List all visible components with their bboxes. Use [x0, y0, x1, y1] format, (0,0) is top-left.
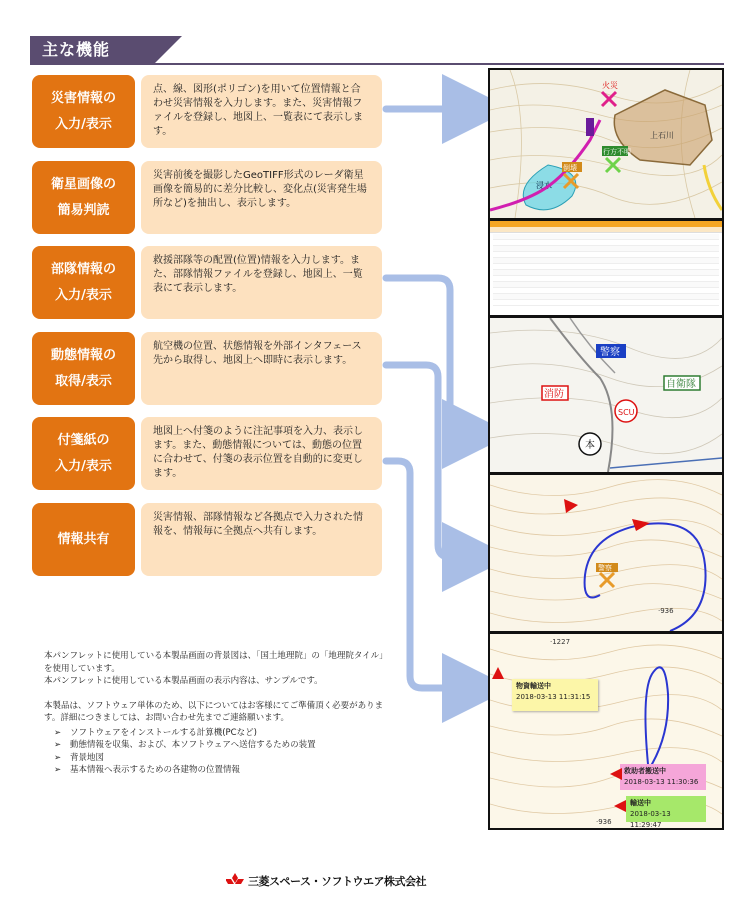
missing-label: 行方不明 [603, 148, 631, 156]
notes-line-3: 本製品は、ソフトウェア単体のため、以下についてはお客様にてご準備頂く必要があります。詳細につきましては、お問い合わせ先までご連絡願います。 [44, 700, 384, 723]
elevation-bottom-label: ·936 [596, 818, 612, 826]
sticky-note-title: 輸送中 [630, 799, 651, 807]
requirement-item: ➢ 基本情報へ表示するための各建物の位置情報 [44, 764, 394, 777]
sticky-note[interactable] [620, 764, 706, 790]
feature-desc-share: 災害情報、部隊情報など各拠点で入力された情報を、情報毎に全拠点へ共有します。 [141, 503, 382, 576]
feature-label-sticky: 付箋紙の 入力/表示 [32, 417, 135, 490]
table-row[interactable] [493, 300, 719, 306]
sticky-note-time: 2018-03-13 11:31:15 [516, 693, 591, 701]
notes-section [44, 650, 394, 777]
aircraft-icon [564, 499, 578, 513]
disaster-map-screenshot [490, 70, 722, 218]
sticky-map-screenshot [490, 634, 722, 828]
flood-label: 浸水 [536, 181, 552, 190]
sticky-note-title: 救助者搬送中 [624, 767, 666, 775]
company-footer [226, 871, 426, 891]
fire-label: 火災 [602, 81, 618, 90]
aircraft-icon [632, 519, 650, 531]
screenshot-panel [488, 68, 724, 830]
hq-label: 本 [585, 440, 595, 451]
company-name: 三菱スペース・ソフトウエア株式会社 [248, 875, 426, 888]
fire-x [602, 92, 616, 106]
list-table-screenshot [490, 221, 722, 315]
aircraft-icon [610, 768, 622, 780]
feature-label-satellite: 衛星画像の 簡易判読 [32, 161, 135, 234]
feature-desc-sticky: 地図上へ付箋のように注記事項を入力、表示します。また、動態情報については、動態の位置に合わせて、付箋の表示位置を自動的に変更します。 [141, 417, 382, 490]
feature-desc-dynamic: 航空機の位置、状態情報を外部インタフェース先から取得し、地図上へ即時に表示します。 [141, 332, 382, 405]
marker-x [600, 573, 614, 587]
sdf-label: 自衛隊 [666, 379, 696, 390]
section-title: 主な機能 [30, 36, 154, 64]
collapse-label: 倒壊 [563, 164, 577, 172]
sticky-note[interactable] [512, 679, 598, 711]
elevation-label: ·936 [658, 607, 674, 615]
dynamic-map-screenshot [490, 475, 722, 631]
sticky-note-time: 2018-03-13 11:29:47 [630, 810, 671, 828]
dynamic-map [490, 475, 722, 631]
feature-label-unit: 部隊情報の 入力/表示 [32, 246, 135, 319]
feature-label-share: 情報共有 [32, 503, 135, 576]
unit-map [490, 318, 722, 472]
requirement-item: ➢ 背景地図 [44, 752, 394, 765]
road-line [704, 165, 722, 210]
unit-marker [586, 118, 594, 136]
requirement-item: ➢ ソフトウェアをインストールする計算機(PCなど) [44, 727, 394, 740]
sticky-note-title: 物資輸送中 [516, 682, 551, 690]
requirement-item: ➢ 動態情報を収集、および、本ソフトウェアへ送信するための装置 [44, 739, 394, 752]
disaster-map [490, 70, 722, 218]
notes-line-1: 本パンフレットに使用している本製品画面の背景図は、「国土地理院」の「地理院タイル」を使用しています。 [44, 651, 388, 674]
aircraft-icon [614, 800, 626, 812]
requirements-list [44, 727, 394, 777]
fire-dept-label: 消防 [544, 389, 564, 400]
feature-desc-disaster: 点、線、図形(ポリゴン)を用いて位置情報と合わせ災害情報を入力します。また、災害情報ファイルを登録し、地図上、一覧表にて表示します。 [141, 75, 382, 148]
feature-label-disaster: 災害情報の 入力/表示 [32, 75, 135, 148]
elevation-top-label: ·1227 [550, 638, 571, 646]
marker-label: 警察 [598, 564, 612, 572]
sticky-note-time: 2018-03-13 11:30:36 [624, 778, 699, 786]
police-label: 警察 [600, 347, 620, 358]
table-rows [490, 233, 722, 307]
mitsubishi-logo [226, 873, 244, 889]
scu-label: SCU [618, 408, 635, 417]
feature-label-dynamic: 動態情報の 取得/表示 [32, 332, 135, 405]
aircraft-icon [492, 667, 504, 679]
village-label: 上石川 [650, 131, 674, 140]
sticky-note[interactable] [626, 796, 706, 828]
feature-desc-unit: 救援部隊等の配置(位置)情報を入力します。また、部隊情報ファイルを登録し、地図上、一覧表にて表示します。 [141, 246, 382, 319]
notes-line-2: 本パンフレットに使用している本製品画面の表示内容は、サンプルです。 [44, 676, 323, 686]
feature-desc-satellite: 災害前後を撮影したGeoTIFF形式のレーダ衛星画像を簡易的に差分比較し、変化点(災害発生場所など)を抽出し、表示します。 [141, 161, 382, 234]
unit-map-screenshot [490, 318, 722, 472]
